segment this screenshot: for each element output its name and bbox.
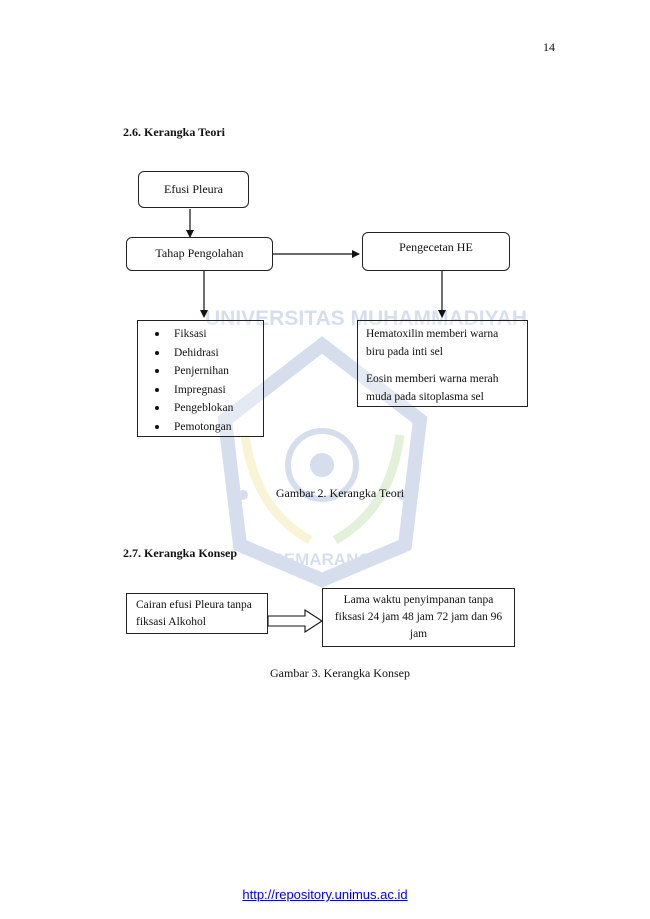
box-cairan-efusi: Cairan efusi Pleura tanpa fiksasi Alkohol: [126, 593, 268, 634]
box-tahap-pengolahan: Tahap Pengolahan: [126, 237, 273, 271]
list-item: Penjernihan: [138, 362, 263, 381]
hollow-arrow-concept: [268, 610, 322, 632]
section-heading-kerangka-konsep: 2.7. Kerangka Konsep: [123, 546, 238, 560]
eosin-description: Eosin memberi warna merah muda pada sitoplasma sel: [366, 373, 499, 403]
box-efusi-pleura: Efusi Pleura: [138, 171, 249, 208]
page-number: 14: [543, 40, 555, 54]
watermark-bottom-text: SEMARANG: [272, 550, 372, 569]
hematoxilin-description: Hematoxilin memberi warna biru pada inti sel: [366, 328, 499, 358]
box-he-descriptions: [357, 320, 528, 407]
box-lama-waktu: Lama waktu penyimpanan tanpa fiksasi 24 jam 48 jam 72 jam dan 96 jam: [322, 588, 515, 647]
box-pengecetan-he: Pengecetan HE: [362, 232, 510, 271]
figure-caption-teori: Gambar 2. Kerangka Teori: [275, 486, 405, 500]
list-item: Dehidrasi: [138, 344, 263, 363]
list-item: Impregnasi: [138, 381, 263, 400]
section-heading-kerangka-teori: 2.6. Kerangka Teori: [123, 125, 226, 139]
list-item: Fiksasi: [138, 325, 263, 344]
list-item: Pengeblokan: [138, 399, 263, 418]
repository-link[interactable]: http://repository.unimus.ac.id: [242, 887, 408, 902]
box-processing-steps: [137, 320, 264, 437]
list-item: Pemotongan: [138, 418, 263, 437]
figure-caption-konsep: Gambar 3. Kerangka Konsep: [270, 666, 410, 680]
watermark-top-text: UNIVERSITAS MUHAMMADIYAH: [205, 307, 528, 330]
